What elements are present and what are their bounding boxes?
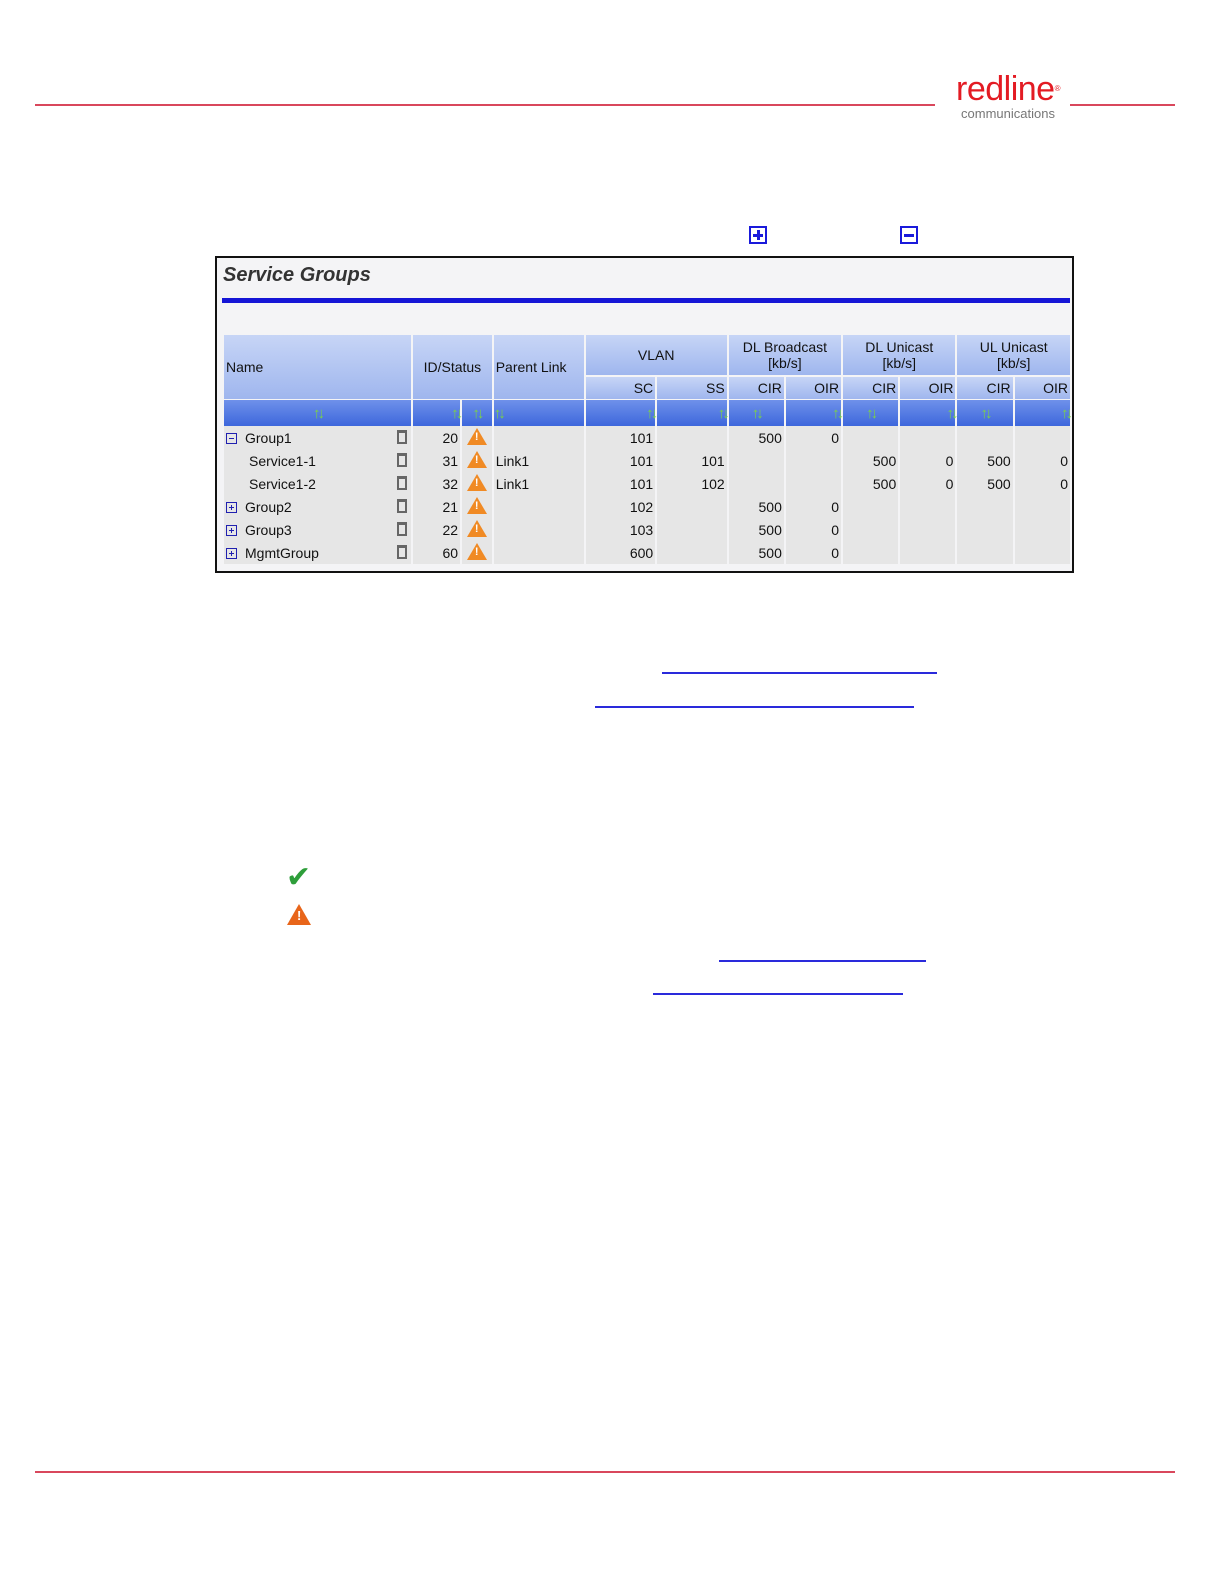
- col-id-status: ID/Status: [413, 335, 492, 399]
- cell-sc: 600: [586, 541, 656, 564]
- row-name: Group2: [245, 498, 292, 515]
- brand-name: redline: [956, 70, 1055, 108]
- cell-dlb-cir: 500: [729, 495, 784, 518]
- cell-dlu-cir: [843, 426, 898, 449]
- col-dl-broadcast: DL Broadcast [kb/s]: [729, 335, 841, 375]
- row-name: Group3: [245, 521, 292, 538]
- name-cell: [224, 518, 411, 541]
- row-name: Group1: [245, 429, 292, 446]
- service-groups-table: [222, 335, 1072, 564]
- col-ulu-cir: CIR: [957, 375, 1012, 399]
- status-cell: [462, 472, 492, 495]
- reference-link-2[interactable]: [595, 706, 914, 708]
- cell-parent: [494, 495, 584, 518]
- header-rule-left: [35, 104, 935, 106]
- cell-parent: [494, 518, 584, 541]
- cell-sc: 102: [586, 495, 656, 518]
- brand-logo: redline® communications: [948, 72, 1068, 121]
- name-cell: [224, 449, 411, 472]
- warning-icon: [467, 497, 487, 514]
- sort-cell: [786, 399, 841, 426]
- cell-dlb-cir: 500: [729, 518, 784, 541]
- sort-cell: [729, 399, 784, 426]
- cell-dlb-oir: 0: [786, 541, 841, 564]
- warning-icon: [467, 520, 487, 537]
- cell-dlb-oir: 0: [786, 495, 841, 518]
- warning-icon: [467, 474, 487, 491]
- sort-arrows-icon[interactable]: ↑↓: [866, 404, 876, 422]
- warning-icon: [467, 451, 487, 468]
- cell-ulu-oir: 0: [1015, 449, 1070, 472]
- col-vlan-ss: SS: [657, 375, 727, 399]
- warning-icon: [467, 428, 487, 445]
- cell-ss: [657, 518, 727, 541]
- status-cell: [462, 541, 492, 564]
- cell-ss: 102: [657, 472, 727, 495]
- sort-arrows-icon[interactable]: ↑↓: [646, 404, 656, 422]
- cell-dlu-oir: [900, 518, 955, 541]
- sort-cell: [224, 399, 411, 426]
- warning-icon: [287, 904, 311, 925]
- cell-ulu-cir: 500: [957, 449, 1012, 472]
- collapse-box-icon: [900, 226, 918, 244]
- cell-id: 32: [413, 472, 460, 495]
- cell-ss: [657, 541, 727, 564]
- cell-dlb-cir: [729, 449, 784, 472]
- sort-arrows-icon[interactable]: ↑↓: [493, 404, 503, 422]
- sort-cell: [413, 399, 460, 426]
- sort-arrows-icon[interactable]: ↑↓: [472, 404, 482, 422]
- sort-arrows-icon[interactable]: ↑↓: [946, 404, 956, 422]
- reference-link-1[interactable]: [662, 672, 937, 674]
- cell-dlu-cir: [843, 541, 898, 564]
- row-name: Service1-1: [249, 452, 316, 469]
- name-cell: [224, 426, 411, 449]
- trash-icon[interactable]: [397, 453, 407, 467]
- cell-ulu-oir: [1015, 541, 1070, 564]
- col-dl-unicast: DL Unicast [kb/s]: [843, 335, 955, 375]
- trash-icon[interactable]: [397, 499, 407, 513]
- cell-parent: Link1: [494, 472, 584, 495]
- cell-dlu-cir: [843, 518, 898, 541]
- name-cell: [224, 472, 411, 495]
- name-cell: [224, 495, 411, 518]
- row-name: Service1-2: [249, 475, 316, 492]
- row-name: MgmtGroup: [245, 544, 319, 561]
- cell-parent: Link1: [494, 449, 584, 472]
- sort-arrows-icon[interactable]: ↑↓: [313, 404, 323, 422]
- sort-arrows-icon[interactable]: ↑↓: [451, 404, 461, 422]
- cell-ulu-cir: 500: [957, 472, 1012, 495]
- collapse-box-icon[interactable]: [226, 433, 237, 444]
- col-dlb-oir: OIR: [786, 375, 841, 399]
- cell-dlu-oir: 0: [900, 472, 955, 495]
- expand-box-icon: [749, 226, 767, 244]
- cell-ss: 101: [657, 449, 727, 472]
- cell-id: 31: [413, 449, 460, 472]
- warning-icon: [467, 543, 487, 560]
- expand-box-icon[interactable]: [226, 502, 237, 513]
- cell-ulu-oir: 0: [1015, 472, 1070, 495]
- cell-ulu-cir: [957, 426, 1012, 449]
- status-cell: [462, 518, 492, 541]
- sort-cell: [1015, 399, 1070, 426]
- expand-box-icon[interactable]: [226, 548, 237, 559]
- cell-dlu-oir: 0: [900, 449, 955, 472]
- col-vlan: VLAN: [586, 335, 727, 375]
- cell-dlu-oir: [900, 541, 955, 564]
- cell-id: 22: [413, 518, 460, 541]
- cell-dlu-oir: [900, 426, 955, 449]
- name-cell: [224, 541, 411, 564]
- col-parent-link: Parent Link: [494, 335, 584, 399]
- sort-arrows-icon[interactable]: ↑↓: [1061, 404, 1070, 422]
- table-row[interactable]: [224, 541, 1070, 564]
- reference-link-4[interactable]: [653, 993, 903, 995]
- cell-parent: [494, 541, 584, 564]
- cell-parent: [494, 426, 584, 449]
- cell-dlb-cir: 500: [729, 426, 784, 449]
- cell-sc: 101: [586, 426, 656, 449]
- cell-ulu-oir: [1015, 495, 1070, 518]
- cell-ulu-oir: [1015, 426, 1070, 449]
- cell-dlu-oir: [900, 495, 955, 518]
- sort-arrows-icon[interactable]: ↑↓: [717, 404, 727, 422]
- brand-tagline: communications: [961, 106, 1055, 121]
- cell-ss: [657, 426, 727, 449]
- trash-icon[interactable]: [397, 545, 407, 559]
- cell-ulu-oir: [1015, 518, 1070, 541]
- cell-sc: 101: [586, 449, 656, 472]
- cell-sc: 103: [586, 518, 656, 541]
- cell-dlu-cir: [843, 495, 898, 518]
- col-dlu-oir: OIR: [900, 375, 955, 399]
- col-ul-unicast: UL Unicast [kb/s]: [957, 335, 1070, 375]
- cell-dlu-cir: 500: [843, 449, 898, 472]
- trash-icon[interactable]: [397, 476, 407, 490]
- cell-dlu-cir: 500: [843, 472, 898, 495]
- sort-cell: [957, 399, 1012, 426]
- cell-dlb-cir: 500: [729, 541, 784, 564]
- col-dlb-cir: CIR: [729, 375, 784, 399]
- sort-cell: [657, 399, 727, 426]
- cell-id: 60: [413, 541, 460, 564]
- cell-sc: 101: [586, 472, 656, 495]
- cell-id: 21: [413, 495, 460, 518]
- col-vlan-sc: SC: [586, 375, 656, 399]
- sort-arrows-icon[interactable]: ↑↓: [980, 404, 990, 422]
- table-row[interactable]: [224, 472, 1070, 495]
- cell-dlb-cir: [729, 472, 784, 495]
- sort-arrows-icon[interactable]: ↑↓: [751, 404, 761, 422]
- sort-cell: [494, 399, 584, 426]
- expand-box-icon[interactable]: [226, 525, 237, 536]
- cell-ulu-cir: [957, 495, 1012, 518]
- col-name: Name: [224, 335, 411, 399]
- cell-ss: [657, 495, 727, 518]
- cell-dlb-oir: 0: [786, 426, 841, 449]
- header-rule-right: [1070, 104, 1175, 106]
- status-cell: [462, 426, 492, 449]
- cell-dlb-oir: [786, 449, 841, 472]
- cell-dlb-oir: 0: [786, 518, 841, 541]
- table-row[interactable]: [224, 449, 1070, 472]
- reference-link-3[interactable]: [719, 960, 926, 962]
- trash-icon[interactable]: [397, 522, 407, 536]
- status-cell: [462, 449, 492, 472]
- sort-cell: [843, 399, 898, 426]
- title-underline: [222, 298, 1070, 303]
- sort-cell: [900, 399, 955, 426]
- sort-arrows-icon[interactable]: ↑↓: [832, 404, 842, 422]
- service-groups-panel: [215, 256, 1074, 573]
- cell-id: 20: [413, 426, 460, 449]
- cell-ulu-cir: [957, 541, 1012, 564]
- trash-icon[interactable]: [397, 430, 407, 444]
- status-cell: [462, 495, 492, 518]
- sort-cell: [462, 399, 492, 426]
- col-ulu-oir: OIR: [1015, 375, 1070, 399]
- table-row[interactable]: [224, 426, 1070, 449]
- col-dlu-cir: CIR: [843, 375, 898, 399]
- footer-rule: [35, 1471, 1175, 1473]
- table-row[interactable]: [224, 495, 1070, 518]
- cell-ulu-cir: [957, 518, 1012, 541]
- table-row[interactable]: [224, 518, 1070, 541]
- panel-title: Service Groups: [223, 264, 371, 286]
- cell-dlb-oir: [786, 472, 841, 495]
- sort-cell: [586, 399, 656, 426]
- check-icon: ✔: [286, 861, 312, 894]
